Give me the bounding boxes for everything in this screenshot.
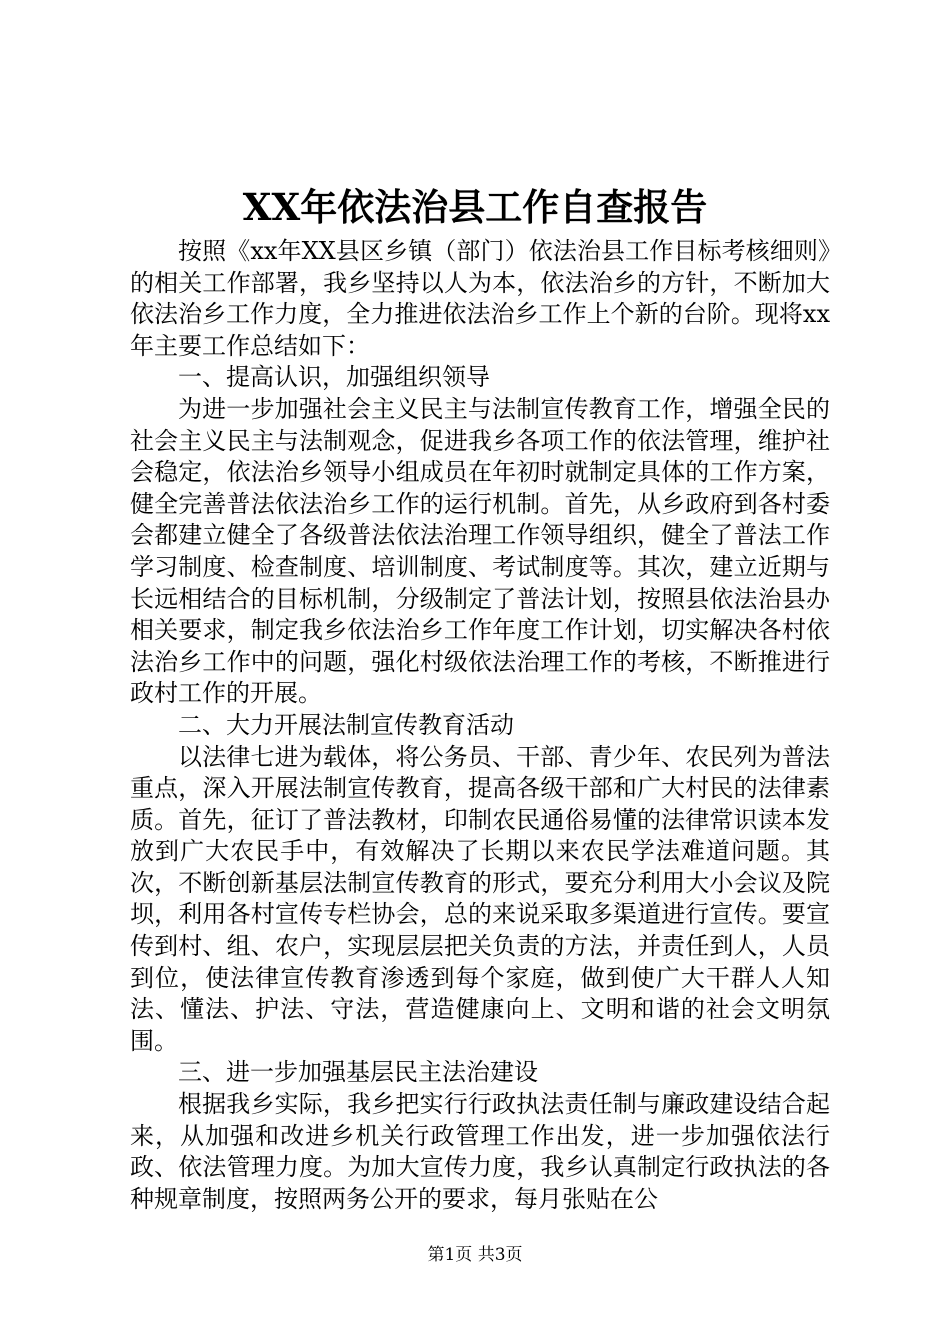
intro-paragraph: 按照《xx年XX县区乡镇（部门）依法治县工作目标考核细则》的相关工作部署，我乡坚持以人为本，依法治乡的方针，不断加大依法治乡工作力度，全力推进依法治乡工作上个新的台阶。现将xx年主要工作总结如下： (130, 237, 830, 360)
page-number-footer: 第1页 共3页 (427, 1245, 523, 1265)
section-paragraph-2: 以法律七进为载体，将公务员、干部、青少年、农民列为普法重点，深入开展法制宣传教育，提高各级干部和广大村民的法律素质。首先，征订了普法教材，印制农民通俗易懂的法律常识读本发放到广大农民手中，有效解决了长期以来农民学法难道问题。其次，不断创新基层法制宣传教育的形式，要充分利用大小会议及院坝，利用各村宣传专栏协会，总的来说采取多渠道进行宣传。要宣传到村、组、农户，实现层层把关负责的方法，并责任到人，人员到位，使法律宣传教育渗透到每个家庭，做到使广大干群人人知法、懂法、护法、守法，营造健康向上、文明和谐的社会文明氛围。 (130, 742, 830, 1055)
section-paragraph-3: 根据我乡实际，我乡把实行行政执法责任制与廉政建设结合起来，从加强和改进乡机关行政管理工作出发，进一步加强依法行政、依法管理力度。为加大宣传力度，我乡认真制定行政执法的各种规章制度，按照两务公开的要求，每月张贴在公 (130, 1090, 830, 1213)
section-heading-1: 一、提高认识，加强组织领导 (178, 363, 490, 392)
section-paragraph-1: 为进一步加强社会主义民主与法制宣传教育工作，增强全民的社会主义民主与法制观念，促进我乡各项工作的依法管理，维护社会稳定，依法治乡领导小组成员在年初时就制定具体的工作方案，健全完善普法依法治乡工作的运行机制。首先，从乡政府到各村委会都建立健全了各级普法依法治理工作领导组织，健全了普法工作学习制度、检查制度、培训制度、考试制度等。其次，建立近期与长远相结合的目标机制，分级制定了普法计划，按照县依法治县办相关要求，制定我乡依法治乡工作年度工作计划，切实解决各村依法治乡工作中的问题，强化村级依法治理工作的考核，不断推进行政村工作的开展。 (130, 394, 830, 708)
document-title: XX年依法治县工作自查报告 (242, 185, 708, 229)
section-heading-2: 二、大力开展法制宣传教育活动 (178, 710, 514, 739)
section-heading-3: 三、进一步加强基层民主法治建设 (178, 1058, 538, 1087)
document-body (130, 236, 830, 1215)
